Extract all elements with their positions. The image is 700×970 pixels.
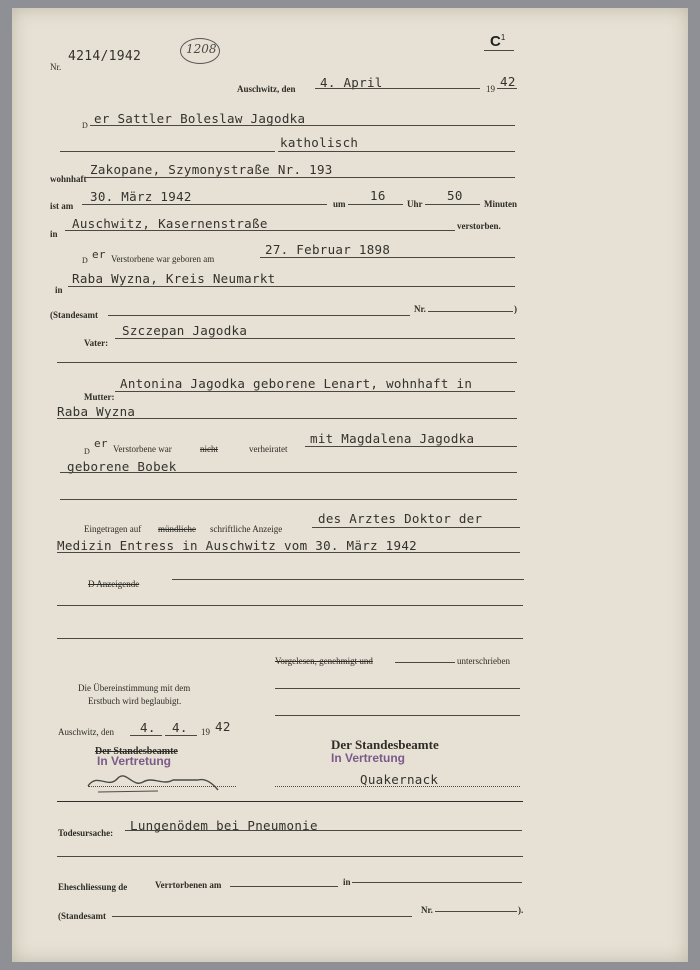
left-signature-line — [88, 786, 236, 787]
handwritten-note: 1208 — [186, 42, 217, 56]
report-line2-underline — [57, 552, 520, 553]
blank-line-1 — [60, 151, 275, 152]
read-struck: Vorgelesen, genehmigt und — [275, 656, 373, 666]
blank-line-2 — [57, 362, 517, 363]
born-label: Verstorbene war geboren am — [111, 254, 215, 264]
spouse-line2: geborene Bobek — [67, 459, 177, 474]
report-line1: des Arztes Doktor der — [318, 511, 483, 526]
marriage-label-end: verheiratet — [249, 444, 288, 454]
right-signature-line — [275, 786, 520, 787]
footer-marriage-label2: Verrtorbenen am — [155, 880, 222, 890]
footer-registry-line — [112, 916, 412, 917]
mother-line1-underline — [115, 391, 515, 392]
born-prefix: D — [82, 256, 88, 265]
signature-line-1 — [275, 688, 520, 689]
death-place-line — [65, 230, 455, 231]
blank-line-4 — [57, 605, 523, 606]
death-place: Auschwitz, Kasernenstraße — [72, 216, 268, 231]
cert-year: 42 — [215, 719, 231, 734]
left-official-title: Der Standesbeamte — [95, 746, 178, 757]
marriage-prefix: D — [84, 447, 90, 456]
in-label: in — [50, 229, 58, 239]
right-official-title: Der Standesbeamte — [331, 737, 439, 752]
form-code: $C^1$ — [490, 33, 506, 50]
residence: Zakopane, Szymonystraße Nr. 193 — [90, 162, 333, 177]
certify-line1: Die Übereinstimmung mit dem — [78, 683, 191, 693]
section-divider — [57, 801, 523, 802]
registry-nr-label: Nr. — [414, 304, 426, 314]
residence-label: wohnhaft — [50, 174, 87, 184]
deceased-name: er Sattler Boleslaw Jagodka — [94, 111, 306, 126]
left-stamp: In Vertretung — [97, 754, 172, 768]
blank-line-5 — [57, 638, 523, 639]
report-line2: Medizin Entress in Auschwitz vom 30. März 1942 — [57, 538, 417, 553]
read-strike-line — [395, 662, 455, 663]
informant-struck: D Anzeigende — [88, 579, 140, 589]
footer-registry-nr: Nr. — [421, 905, 433, 915]
birth-date-line — [260, 257, 515, 258]
minute-label: Minuten — [484, 199, 518, 209]
hour-label: Uhr — [407, 199, 423, 209]
footer-place-line — [352, 882, 522, 883]
certify-line2: Erstbuch wird beglaubigt. — [88, 696, 182, 706]
birth-place-line — [68, 286, 515, 287]
marriage-struck-word: nicht — [200, 444, 218, 454]
footer-registry-close: ). — [518, 905, 524, 915]
birth-date: 27. Februar 1898 — [265, 242, 391, 257]
death-hour: 16 — [370, 188, 386, 203]
register-number: 4214/1942 — [68, 49, 142, 64]
cert-day: 4. — [140, 720, 156, 735]
signature-line-2 — [275, 715, 520, 716]
mother-label: Mutter: — [84, 392, 115, 402]
marriage-label-start: Verstorbene war — [113, 444, 172, 454]
hour-line — [348, 204, 403, 205]
mother-line2: Raba Wyzna — [57, 404, 136, 419]
cause-value: Lungenödem bei Pneumonie — [130, 818, 318, 833]
spouse-line2-underline — [60, 472, 517, 473]
father-name: Szczepan Jagodka — [122, 323, 248, 338]
spouse-line1: mit Magdalena Jagodka — [310, 431, 475, 446]
cause-label: Todesursache: — [58, 828, 114, 838]
cause-line — [125, 830, 522, 831]
issue-date: 4. April — [320, 75, 383, 90]
nr-label: Nr. — [50, 62, 62, 72]
cert-month-line — [165, 735, 197, 736]
father-line — [115, 338, 515, 339]
form-code-underline — [484, 50, 514, 51]
cert-month: 4. — [172, 720, 188, 735]
issue-year: 42 — [500, 74, 516, 89]
religion-line — [278, 151, 515, 152]
report-line1-underline — [312, 527, 520, 528]
at-label: um — [333, 199, 346, 209]
cert-day-line — [130, 735, 162, 736]
footer-in-label: in — [343, 877, 351, 887]
informant-line — [172, 579, 524, 580]
left-signature-scribble — [78, 764, 228, 794]
died-label: ist am — [50, 201, 74, 211]
date-line — [315, 88, 480, 89]
footer-nr-line — [435, 911, 517, 912]
death-minute: 50 — [447, 188, 463, 203]
death-date: 30. März 1942 — [90, 189, 192, 204]
birth-in-label: in — [55, 285, 63, 295]
place-label: Auschwitz, den — [237, 84, 296, 94]
residence-line — [85, 177, 515, 178]
blank-line-6 — [57, 856, 523, 857]
minute-line — [425, 204, 480, 205]
registry-nr-line — [428, 311, 513, 312]
death-date-line — [82, 204, 327, 205]
died-suffix: verstorben. — [457, 221, 501, 231]
registry-close: ) — [514, 304, 517, 314]
religion: katholisch — [280, 135, 359, 150]
right-official-name: Quakernack — [360, 772, 439, 787]
registration-label-start: Eingetragen auf — [84, 524, 142, 534]
deceased-prefix: D — [82, 121, 88, 130]
read-end: unterschrieben — [457, 656, 510, 666]
year-prefix: 19 — [486, 84, 495, 94]
marriage-er: er — [94, 437, 108, 450]
right-stamp: In Vertretung — [331, 751, 406, 765]
registry-line — [108, 315, 410, 316]
registration-label-end: schriftliche Anzeige — [210, 524, 283, 534]
footer-marriage-label: Eheschliessung de — [58, 882, 128, 892]
born-er: er — [92, 248, 106, 261]
mother-line1: Antonina Jagodka geborene Lenart, wohnhaft in — [120, 376, 473, 391]
footer-date-line — [230, 886, 338, 887]
spouse-line1-underline — [305, 446, 517, 447]
year-line — [497, 88, 517, 89]
registration-struck-word: mündliche — [158, 524, 196, 534]
name-line — [90, 125, 515, 126]
father-label: Vater: — [84, 338, 109, 348]
blank-line-3 — [60, 499, 517, 500]
registry-label: (Standesamt — [50, 310, 99, 320]
mother-line2-underline — [57, 418, 517, 419]
birth-place: Raba Wyzna, Kreis Neumarkt — [72, 271, 276, 286]
cert-year-prefix: 19 — [201, 727, 210, 737]
footer-registry-label: (Standesamt — [58, 911, 107, 921]
cert-place: Auschwitz, den — [58, 727, 114, 737]
